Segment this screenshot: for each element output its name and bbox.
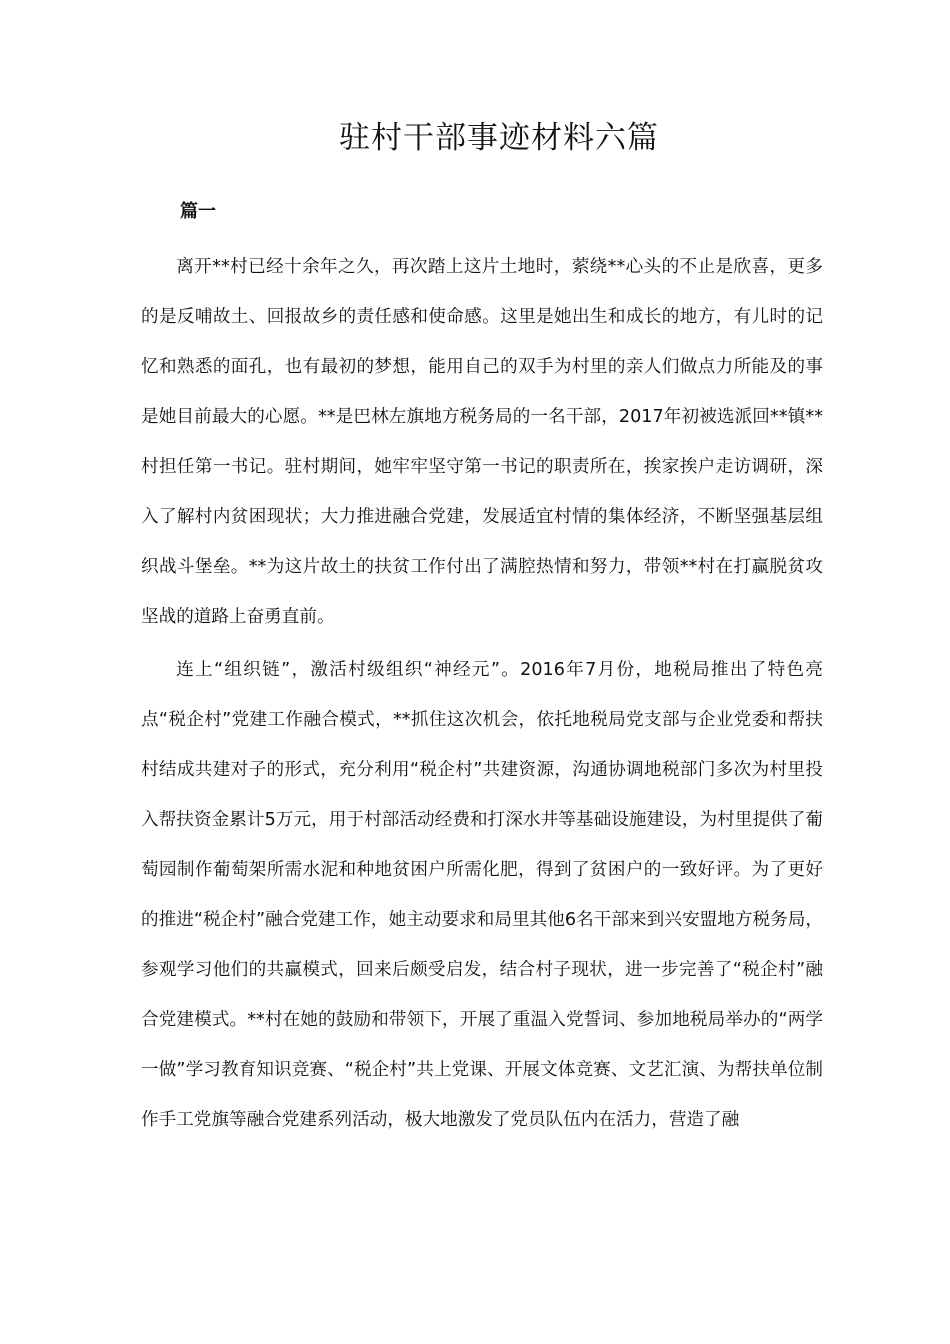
- document-title: 驻村干部事迹材料六篇: [339, 120, 659, 156]
- paragraph-1: 离开**村已经十余年之久，再次踏上这片土地时，萦绕**心头的不止是欣喜，更多的是反哺故土、回报故乡的责任感和使命感。这里是她出生和成长的地方，有儿时的记忆和熟悉的面孔，也有最初的梦想，能用自己的双手为村里的亲人们做点力所能及的事是她目前最大的心愿。**是巴林左旗地方税务局的一名干部，2017年初被选派回**镇**村担任第一书记。驻村期间，她牢牢坚守第一书记的职责所在，挨家挨户走访调研，深入了解村内贫困现状；大力推进融合党建，发展适宜村情的集体经济，不断坚强基层组织战斗堡垒。**为这片故土的扶贫工作付出了满腔热情和努力，带领**村在打赢脱贫攻坚战的道路上奋勇直前。: [141, 257, 823, 627]
- section-heading: 篇一: [180, 201, 216, 222]
- paragraph-2: 连上“组织链”，激活村级组织“神经元”。2016年7月份，地税局推出了特色亮点“税企村”党建工作融合模式，**抓住这次机会，依托地税局党支部与企业党委和帮扶村结成共建对子的形式，充分利用“税企村”共建资源，沟通协调地税部门多次为村里投入帮扶资金累计5万元，用于村部活动经费和打深水井等基础设施建设，为村里提供了葡萄园制作葡萄架所需水泥和种地贫困户所需化肥，得到了贫困户的一致好评。为了更好的推进“税企村”融合党建工作，她主动要求和局里其他6名干部来到兴安盟地方税务局，参观学习他们的共赢模式，回来后颇受启发，结合村子现状，进一步完善了“税企村”融合党建模式。**村在她的鼓励和带领下，开展了重温入党誓词、参加地税局举办的“两学一做”学习教育知识竞赛、“税企村”共上党课、开展文体竞赛、文艺汇演、为帮扶单位制作手工党旗等融合党建系列活动，极大地激发了党员队伍内在活力，营造了融: [141, 660, 823, 1130]
